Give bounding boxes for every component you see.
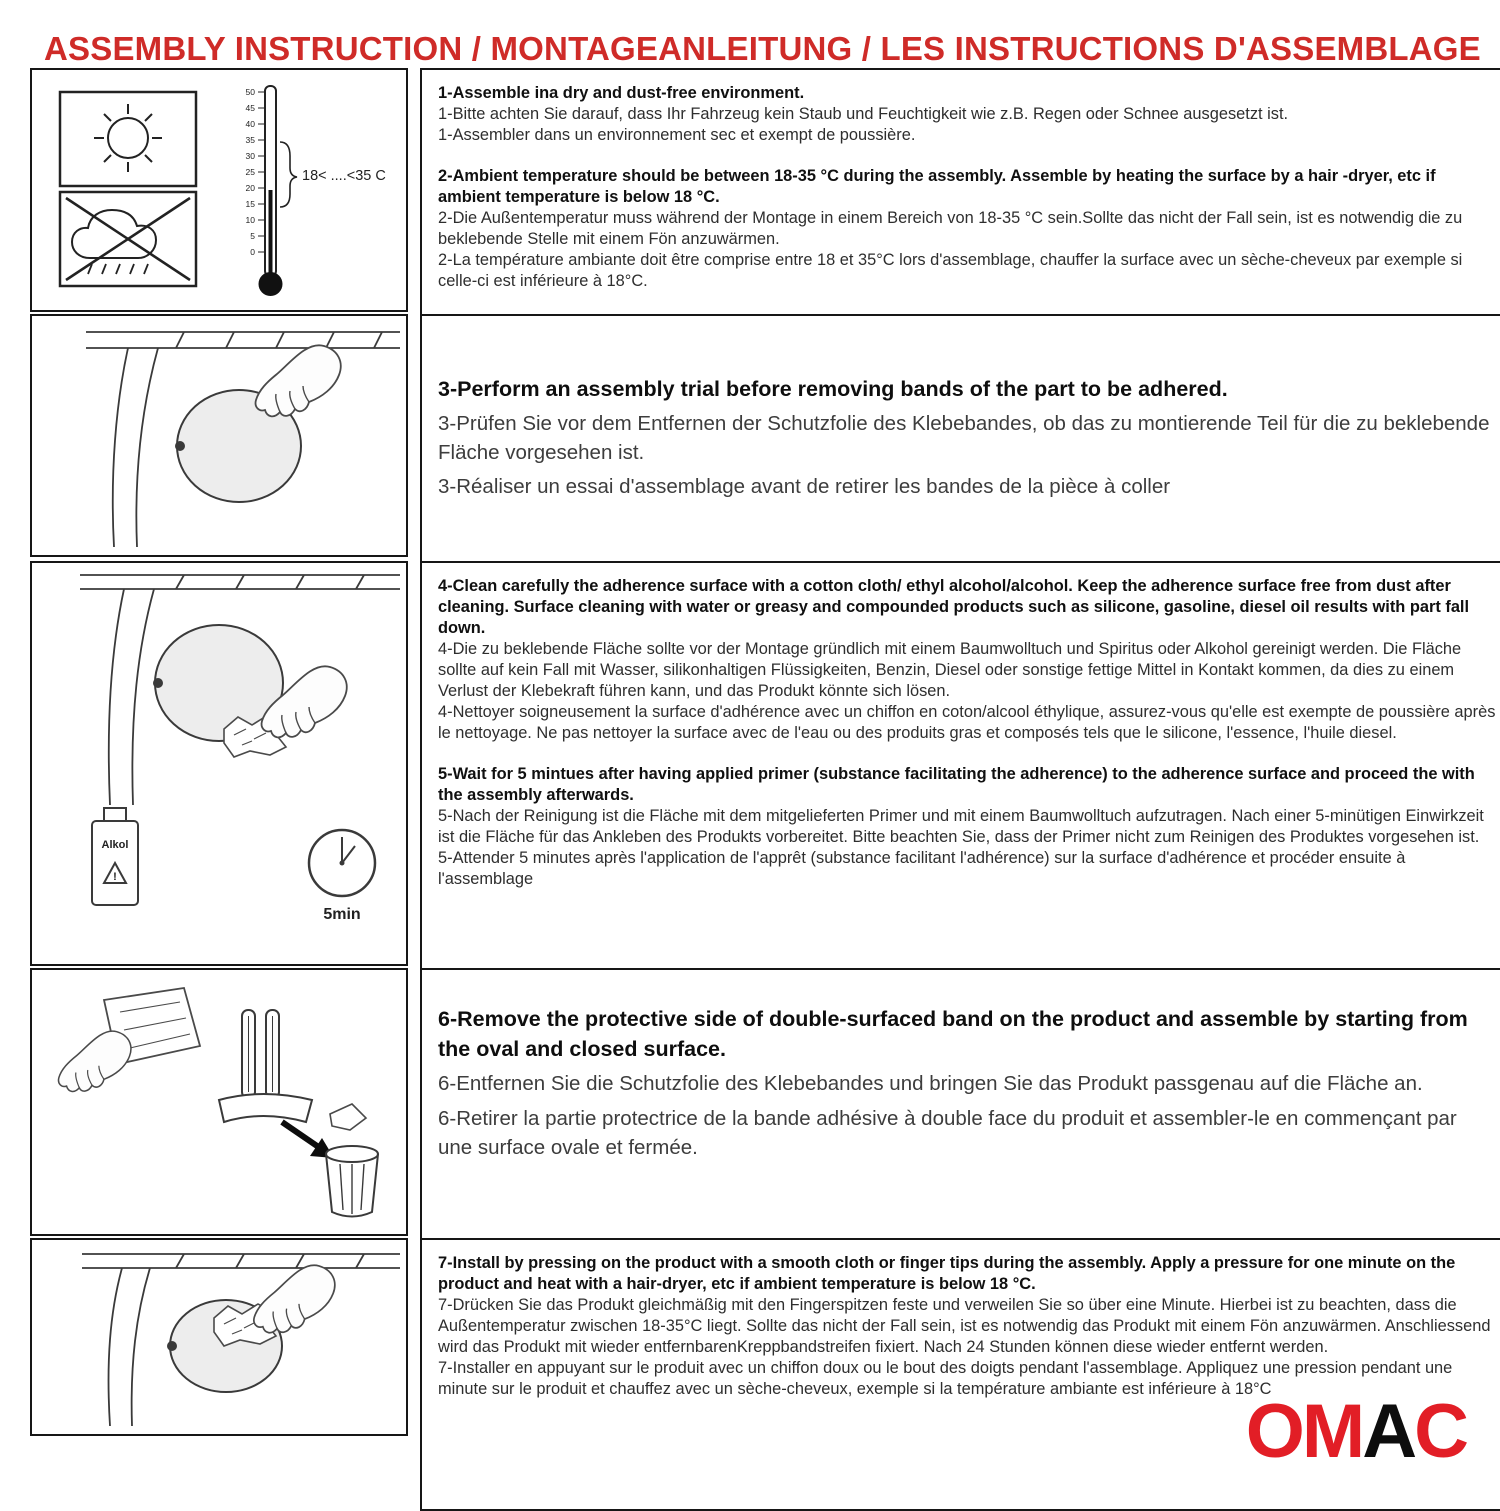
step-5-de: 5-Nach der Reinigung ist die Fläche mit dem mitgelieferten Primer und mit einem Baumwolltuch aufzutragen. Nach einer 5-minütigen Einwirkzeit ist die Fläche für das Ankleben des Produkts vorbereitet. Bitte beachten Sie, dass der Primer nicht zum Reinigen des Produktes vorgesehen ist. [438,807,1484,846]
illustration-band-removal [30,968,408,1236]
step-3-de: 3-Prüfen Sie vor dem Entfernen der Schutzfolie des Klebebandes, ob das zu montierende Teil für die zu beklebende Fläche vorgesehen ist. [438,412,1490,464]
step-6-fr: 6-Retirer la partie protectrice de la bande adhésive à double face du produit et assembler-le en commençant par une surface ovale et fermée. [438,1106,1457,1159]
section-steps-1-2 [420,68,1500,338]
thermometer-icon [246,86,386,296]
range-brace [280,142,297,207]
illustration-pressing [30,1238,408,1436]
step-1-fr: 1-Assembler dans un environnement sec et exempt de poussière. [438,126,916,144]
temperature-range-label: 18< ....<35 C [302,168,386,184]
svg-text:5: 5 [250,231,255,241]
step-4-en: 4-Clean carefully the adherence surface with a cotton cloth/ ethyl alcohol/alcohol. Keep the adherence surface free from dust after cleaning. Surface cleaning with water or greasy and compounded products such as silicone, gasoline, diesel oil results with part fall down. [438,577,1470,637]
svg-text:0: 0 [250,247,255,257]
logo-om: OM [1245,1389,1363,1474]
band-removal-drawing [34,972,404,1232]
illustration-environment [30,68,408,312]
step-3-en: 3-Perform an assembly trial before removing bands of the part to be adhered. [438,377,1228,401]
no-rain-icon [60,192,196,286]
omac-logo [1245,1389,1466,1474]
section-steps-4-5 [420,561,1500,992]
step-6-en: 6-Remove the protective side of double-surfaced band on the product and assemble by starting from the oval and closed surface. [438,1007,1468,1062]
step-1-de: 1-Bitte achten Sie darauf, dass Ihr Fahrzeug kein Staub und Feuchtigkeit wie z.B. Regen oder Schnee ausgesetzt ist. [438,105,1289,123]
oval-pin [167,1341,177,1351]
door-trim [82,1254,400,1268]
illustration-cleaning [30,561,408,966]
thermometer-scale [246,87,256,257]
svg-text:10: 10 [245,215,255,225]
bottle-label: Alkol [101,839,129,851]
page-title: ASSEMBLY INSTRUCTION / MONTAGEANLEITUNG / LES INSTRUCTIONS D'ASSEMBLAGE [44,30,1481,68]
oval-pin [153,678,163,688]
step-4-de: 4-Die zu beklebende Fläche sollte vor der Montage gründlich mit einem Baumwolltuch und Spiritus oder Alkohol gereinigt werden. Die Fläche sollte auf kein Fall mit Wasser, silikonhaltigen Flüssigkeiten, Benzin, Diesel oder sonstige fettige Mittel in Kontakt kommen, da dies zu einem Verlust der Klebekraft führen kann, und das Produkt könnte sich lösen. [438,640,1462,700]
warning-mark: ! [113,871,117,883]
svg-text:15: 15 [245,199,255,209]
step-5-fr: 5-Attender 5 minutes après l'application de l'apprêt (substance facilitant l'adhérence) sur la surface d'adhérence et procéder ensuite à l'assemblage [438,849,1406,888]
sun-icon [60,92,196,186]
svg-text:35: 35 [245,135,255,145]
svg-text:50: 50 [245,87,255,97]
tape-strips-icon [219,1010,312,1122]
step-2-fr: 2-La température ambiante doit être comprise entre 18 et 35°C lors d'assemblage, chauffer la surface avec un sèche-cheveux par exemple si celle-ci est inférieure à 18°C. [438,251,1463,290]
trash-can-icon [326,1104,378,1217]
section-step-6 [420,968,1500,1283]
hand-icon [256,345,341,416]
assembly-trial-drawing [34,318,404,553]
oval-pin [175,441,185,451]
step-5-en: 5-Wait for 5 mintues after having applied primer (substance facilitating the adherence) to the adherence surface and proceed the with the assembly afterwards. [438,765,1475,804]
door-trim [80,575,400,589]
alcohol-bottle-icon [92,808,138,905]
step-2-en: 2-Ambient temperature should be between 18-35 °C during the assembly. Assemble by heating the surface by a hair -dryer, etc if ambient temperature is below 18 °C. [438,167,1436,206]
svg-text:40: 40 [245,119,255,129]
step-7-de: 7-Drücken Sie das Produkt gleichmäßig mit den Fingerspitzen feste und verweilen Sie so über eine Minute. Hierbei ist zu beachten, dass die Außentemperatur zwischen 18-35°C liegt. Sollte das nicht der Fall sein, ist es notwendig das Produkt mit einem Fön anzuwärmen. Anschliessend wird das Produkt mit wieder entfernbarenKreppbandstreifen fixiert. Nach 24 Stunden können diese wieder entfernt werden. [438,1296,1491,1356]
door-pillar [113,348,158,547]
environment-drawing [34,72,404,308]
door-trim [86,332,400,348]
logo-c: C [1414,1389,1466,1474]
step-2-de: 2-Die Außentemperatur muss während der Montage in einem Bereich von 18-35 °C sein.Sollte das nicht der Fall sein, ist es notwendig die zu beklebende Stelle mit einem Fön anzuwärmen. [438,209,1463,248]
illustration-assembly-trial [30,314,408,557]
step-7-en: 7-Install by pressing on the product with a smooth cloth or finger tips during the assembly. Apply a pressure for one minute on the product and heat with a hair-dryer, etc if ambient temperature is below 18 °C. [438,1254,1456,1293]
step-4-fr: 4-Nettoyer soigneusement la surface d'adhérence avec un chiffon en coton/alcool éthylique, assurez-vous qu'elle est exempte de poussière après le nettoyage. Ne pas nettoyer la surface avec de l'eau ou des produits gras et composés tels que le silicone, l'essence, l'huile diesel. [438,703,1496,742]
step-3-fr: 3-Réaliser un essai d'assemblage avant de retirer les bandes de la pièce à coller [438,475,1171,499]
cleaning-drawing [34,565,404,962]
door-pillar [109,589,154,805]
step-6-de: 6-Entfernen Sie die Schutzfolie des Klebebandes und bringen Sie das Produkt passgenau auf die Fläche an. [438,1072,1423,1096]
step-1-en: 1-Assemble ina dry and dust-free environment. [438,84,805,102]
hand-icon [59,1031,131,1091]
logo-a: A [1362,1389,1415,1474]
door-pillar [109,1268,151,1426]
pressing-drawing [34,1242,404,1432]
step-7-fr: 7-Installer en appuyant sur le produit avec un chiffon doux ou le bout des doigts pendant l'assemblage. Appliquez une pression pendant une minute sur le produit et chauffez avec un sèche-cheveux, exemple si la température ambiante est inférieure à 18°C [438,1359,1453,1398]
svg-text:45: 45 [245,103,255,113]
hand-icon [254,1265,335,1333]
clock-icon [309,830,375,896]
svg-text:30: 30 [245,151,255,161]
svg-text:25: 25 [245,167,255,177]
wait-time-label: 5min [323,906,361,923]
svg-text:20: 20 [245,183,255,193]
